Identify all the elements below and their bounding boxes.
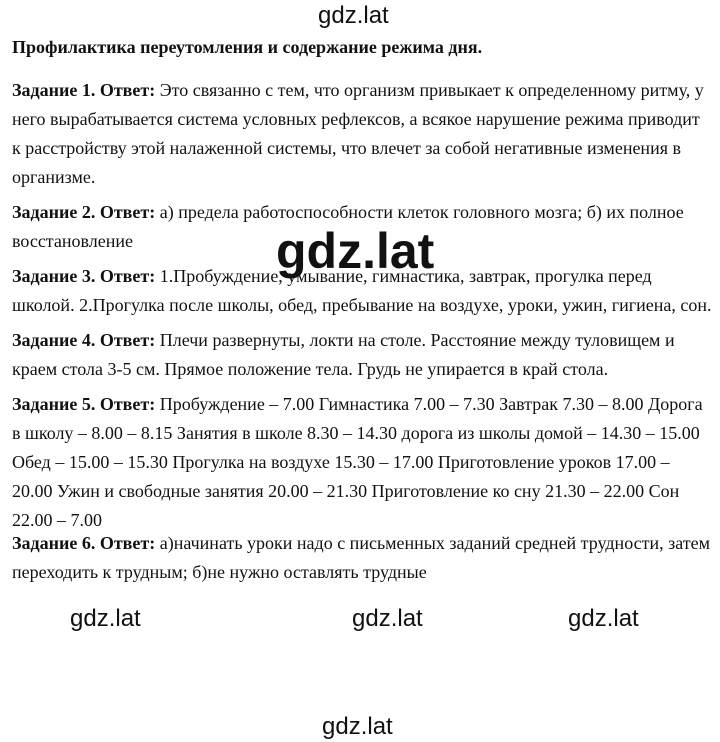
watermark-top: gdz.lat <box>318 2 389 29</box>
task-5-text: Пробуждение – 7.00 Гимнастика 7.00 – 7.30 Завтрак 7.30 – 8.00 Дорога в школу – 8.00 – 8.15 Занятия в школе 8.30 – 14.30 дорога из школы домой – 14.30 – 15.00 Обед – 15.00 – 15.30 Прогулка на воздухе 15.30 – 17.00 Приготовление уроков 17.00 – 20.00 Ужин и свободные занятия 20.00 – 21.30 Приготовление ко сну 21.30 – 22.00 Сон 22.00 – 7.00 <box>12 394 703 529</box>
document-title: Профилактика переутомления и содержание режима дня. <box>12 37 483 57</box>
task-2-text: а) предела работоспособности клеток головного мозга; б) их полное восстановление <box>12 202 684 251</box>
task-4-text: Плечи развернуты, локти на столе. Расстояние между туловищем и краем стола 3-5 см. Прямое положение тела. Грудь не упирается в край стола. <box>12 330 675 379</box>
watermark-row-left: gdz.lat <box>70 605 141 632</box>
task-1-label: Задание 1. Ответ: <box>12 80 156 100</box>
task-6-answer <box>12 529 712 589</box>
task-4-label: Задание 4. Ответ: <box>12 330 156 350</box>
task-6-text: а)начинать уроки надо с письменных заданий средней трудности, затем переходить к трудным; б)не нужно оставлять трудные <box>12 533 711 582</box>
task-2-label: Задание 2. Ответ: <box>12 202 156 222</box>
task-5-label: Задание 5. Ответ: <box>12 394 156 414</box>
task-1-answer <box>12 76 712 192</box>
watermark-row-mid: gdz.lat <box>352 605 423 632</box>
document-page <box>12 36 712 595</box>
task-3-label: Задание 3. Ответ: <box>12 266 156 286</box>
task-3-text: 1.Пробуждение, умывание, гимнастика, завтрак, прогулка перед школой. 2.Прогулка после школы, обед, пребывание на воздухе, уроки, ужин, гигиена, сон. <box>12 266 712 315</box>
task-5-answer <box>12 390 712 529</box>
watermark-center: gdz.lat <box>276 223 435 279</box>
task-6-label: Задание 6. Ответ: <box>12 533 156 553</box>
task-4-answer <box>12 326 712 384</box>
watermark-bottom: gdz.lat <box>322 713 393 740</box>
watermark-row-right: gdz.lat <box>568 605 639 632</box>
task-1-text: Это связанно с тем, что организм привыкает к определенному ритму, у него вырабатывается система условных рефлексов, а всякое нарушение режима приводит к расстройству этой налаженной системы, что влечет за собой негативные изменения в организме. <box>12 80 704 187</box>
